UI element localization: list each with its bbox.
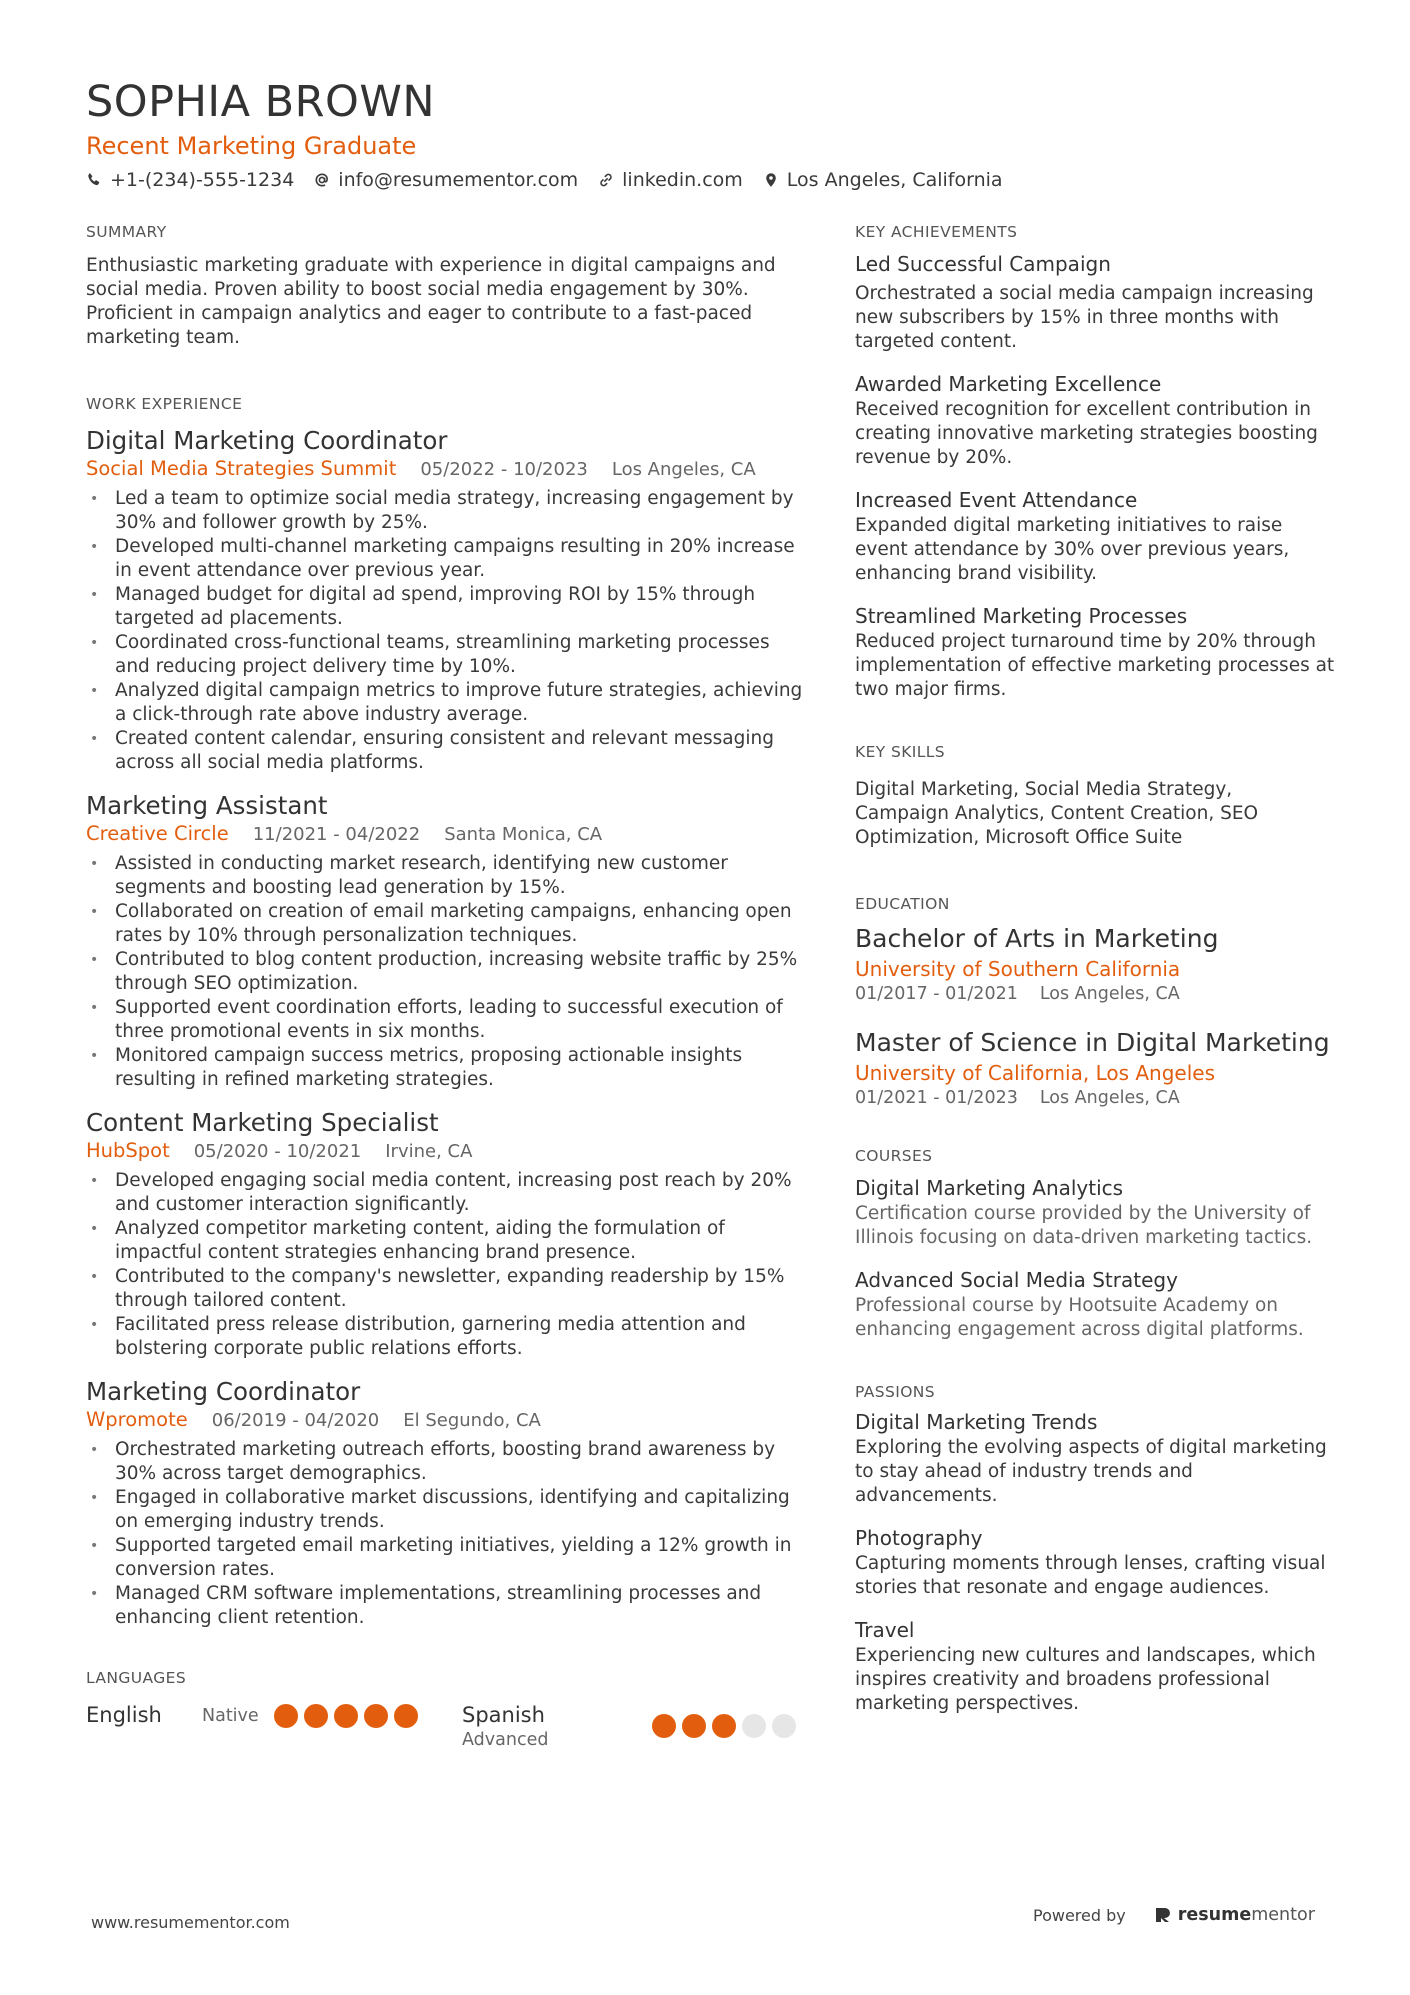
left-column	[86, 220, 806, 1754]
school-name: University of California, Los Angeles	[855, 1061, 1216, 1085]
degree-title: Master of Science in Digital Marketing	[855, 1028, 1330, 1057]
contact-linkedin[interactable]	[598, 164, 743, 196]
passions-section	[855, 1380, 1335, 1716]
languages-row	[86, 1702, 806, 1754]
bullet-item: • Managed budget for digital ad spend, improving ROI by 15% through targeted ad placements.	[90, 584, 756, 629]
section-title-languages: LANGUAGES	[86, 1669, 187, 1687]
education-location: Los Angeles, CA	[1039, 984, 1180, 1004]
contact-email[interactable]	[314, 164, 578, 196]
language-name: English	[86, 1703, 162, 1727]
passion-desc: Experiencing new cultures and landscapes, which inspires creativity and broadens professional marketing perspectives.	[855, 1645, 1316, 1714]
resumementor-logo-icon	[1154, 1906, 1172, 1924]
job-dates: 05/2020 - 10/2021	[193, 1141, 362, 1162]
course-item	[855, 1266, 1335, 1342]
job-dates: 06/2019 - 04/2020	[211, 1410, 380, 1431]
footer-powered-by[interactable]	[1033, 1905, 1315, 1925]
company-name: Social Media Strategies Summit	[86, 457, 397, 480]
location-text: Los Angeles, California	[786, 169, 1003, 191]
phone-text: +1-(234)-555-1234	[110, 169, 295, 191]
bullet-item: • Created content calendar, ensuring consistent and relevant messaging across all social media platforms.	[90, 728, 774, 773]
rating-dot-filled	[394, 1704, 418, 1728]
section-title-courses: COURSES	[855, 1147, 933, 1165]
company-name: Creative Circle	[86, 822, 229, 845]
rating-dot-filled	[274, 1704, 298, 1728]
bullet-item: • Orchestrated marketing outreach efforts, boosting brand awareness by 30% across target demographics.	[90, 1439, 776, 1484]
bullet-item: • Coordinated cross-functional teams, streamlining marketing processes and reducing project delivery time by 10%.	[90, 632, 770, 677]
passion-title: Photography	[855, 1526, 983, 1550]
achievement-desc: Expanded digital marketing initiatives to raise event attendance by 30% over previous years, enhancing brand visibility.	[855, 515, 1290, 584]
bullet-item: • Engaged in collaborative market discussions, identifying and capitalizing on emerging industry trends.	[90, 1487, 790, 1532]
achievement-title: Streamlined Marketing Processes	[855, 604, 1188, 628]
company-name: HubSpot	[86, 1139, 170, 1162]
achievement-item	[855, 370, 1335, 470]
bullet-item: • Facilitated press release distribution, garnering media attention and bolstering corporate public relations efforts.	[90, 1314, 746, 1359]
job-meta	[86, 1407, 806, 1434]
passion-item	[855, 1408, 1335, 1508]
rating-dot-empty	[772, 1714, 796, 1738]
email-text: info@resumementor.com	[338, 169, 579, 191]
job-dates: 11/2021 - 04/2022	[252, 824, 421, 845]
passion-item	[855, 1616, 1335, 1716]
brand-bold: resume	[1177, 1905, 1252, 1925]
rating-dot-filled	[712, 1714, 736, 1738]
job-title: Content Marketing Specialist	[86, 1108, 439, 1137]
job-bullets	[86, 1169, 806, 1361]
education-dates: 01/2017 - 01/2021	[855, 984, 1018, 1004]
rating-dot-filled	[682, 1714, 706, 1738]
summary-text: Enthusiastic marketing graduate with experience in digital campaigns and social media. Proven ability to boost social media engagement by 30%. Proficient in campaign analytics and eager to contribute to a fast-paced marketing team.	[86, 255, 776, 348]
language-english	[86, 1702, 162, 1728]
passion-desc: Capturing moments through lenses, crafting visual stories that resonate and engage audiences.	[855, 1553, 1326, 1598]
language-level: Native	[202, 1706, 259, 1726]
job-entry	[86, 1377, 806, 1630]
achievement-item	[855, 602, 1335, 702]
education-item	[855, 922, 1335, 1006]
right-column	[855, 220, 1335, 1716]
achievement-desc: Received recognition for excellent contribution in creating innovative marketing strategies boosting revenue by 20%.	[855, 399, 1318, 468]
section-title-experience: WORK EXPERIENCE	[86, 395, 243, 413]
job-location: Santa Monica, CA	[444, 824, 603, 845]
bullet-item: • Assisted in conducting market research, identifying new customer segments and boosting lead generation by 15%.	[90, 853, 728, 898]
job-location: Irvine, CA	[385, 1141, 473, 1162]
bullet-item: • Supported event coordination efforts, leading to successful execution of three promotional events in six months.	[90, 997, 783, 1042]
bullet-item: • Led a team to optimize social media strategy, increasing engagement by 30% and follower growth by 25%.	[90, 488, 794, 533]
bullet-item: • Contributed to blog content production, increasing website traffic by 25% through SEO optimization.	[90, 949, 798, 994]
job-title: Marketing Coordinator	[86, 1377, 361, 1406]
contact-phone[interactable]	[86, 164, 294, 196]
rating-dot-filled	[334, 1704, 358, 1728]
job-title: Marketing Assistant	[86, 791, 328, 820]
bullet-item: • Developed engaging social media content, increasing post reach by 20% and customer interaction significantly.	[90, 1170, 792, 1215]
courses-section	[855, 1144, 1335, 1342]
brand-light: mentor	[1251, 1905, 1315, 1925]
brand-logo	[1154, 1905, 1315, 1925]
phone-icon	[86, 172, 102, 188]
language-rating-english	[274, 1704, 424, 1728]
bullet-item: • Analyzed competitor marketing content, aiding the formulation of impactful content strategies enhancing brand presence.	[90, 1218, 725, 1263]
at-icon	[314, 172, 330, 188]
footer-website-link[interactable]: www.resumementor.com	[91, 1913, 290, 1932]
link-icon	[598, 172, 614, 188]
rating-dot-filled	[364, 1704, 388, 1728]
section-title-summary: SUMMARY	[86, 223, 167, 241]
rating-dot-empty	[742, 1714, 766, 1738]
education-meta	[855, 1086, 1335, 1110]
achievement-item	[855, 250, 1335, 354]
contact-location	[763, 164, 1003, 196]
achievement-desc: Reduced project turnaround time by 20% through implementation of effective marketing processes at two major firms.	[855, 631, 1335, 700]
section-title-achievements: KEY ACHIEVEMENTS	[855, 223, 1018, 241]
location-pin-icon	[763, 172, 779, 188]
languages-section	[86, 1666, 806, 1754]
section-title-skills: KEY SKILLS	[855, 743, 946, 761]
job-meta	[86, 821, 806, 848]
education-dates: 01/2021 - 01/2023	[855, 1088, 1018, 1108]
contact-bar	[86, 164, 1326, 196]
job-location: Los Angeles, CA	[611, 459, 756, 480]
job-dates: 05/2022 - 10/2023	[420, 459, 588, 480]
course-desc: Certification course provided by the University of Illinois focusing on data-driven marketing tactics.	[855, 1203, 1313, 1248]
passion-desc: Exploring the evolving aspects of digital marketing to stay ahead of industry trends and advancements.	[855, 1437, 1327, 1506]
job-entry	[86, 1108, 806, 1361]
bullet-item: • Supported targeted email marketing initiatives, yielding a 12% growth in conversion rates.	[90, 1535, 792, 1580]
passion-item	[855, 1524, 1335, 1600]
achievement-desc: Orchestrated a social media campaign increasing new subscribers by 15% in three months with targeted content.	[855, 283, 1314, 352]
language-english-level	[202, 1704, 259, 1728]
course-title: Digital Marketing Analytics	[855, 1176, 1124, 1200]
job-title: Digital Marketing Coordinator	[86, 426, 448, 455]
language-name: Spanish	[462, 1703, 545, 1727]
passion-title: Digital Marketing Trends	[855, 1410, 1098, 1434]
school-name: University of Southern California	[855, 957, 1181, 981]
language-rating-spanish	[652, 1714, 802, 1738]
bullet-item: • Analyzed digital campaign metrics to improve future strategies, achieving a click-through rate above industry average.	[90, 680, 803, 725]
company-name: Wpromote	[86, 1408, 188, 1431]
education-item	[855, 1026, 1335, 1110]
candidate-role: Recent Marketing Graduate	[86, 132, 417, 160]
achievement-title: Increased Event Attendance	[855, 488, 1138, 512]
bullet-item: • Monitored campaign success metrics, proposing actionable insights resulting in refined marketing strategies.	[90, 1045, 743, 1090]
language-level: Advanced	[462, 1730, 549, 1750]
course-title: Advanced Social Media Strategy	[855, 1268, 1178, 1292]
language-spanish	[462, 1702, 548, 1752]
job-meta	[86, 456, 806, 483]
bullet-item: • Developed multi-channel marketing campaigns resulting in 20% increase in event attendance over previous year.	[90, 536, 795, 581]
achievement-item	[855, 486, 1335, 586]
section-title-education: EDUCATION	[855, 895, 950, 913]
job-entry	[86, 426, 806, 775]
education-section	[855, 892, 1335, 1110]
job-bullets	[86, 1438, 806, 1630]
course-desc: Professional course by Hootsuite Academy on enhancing engagement across digital platforms.	[855, 1295, 1304, 1340]
job-location: El Segundo, CA	[403, 1410, 541, 1431]
education-meta	[855, 982, 1335, 1006]
rating-dot-filled	[304, 1704, 328, 1728]
experience-section	[86, 392, 806, 1630]
passion-title: Travel	[855, 1618, 915, 1642]
bullet-item: • Contributed to the company's newsletter, expanding readership by 15% through tailored content.	[90, 1266, 785, 1311]
bullet-item: • Managed CRM software implementations, streamlining processes and enhancing client retention.	[90, 1583, 762, 1628]
candidate-name: SOPHIA BROWN	[86, 77, 436, 127]
job-bullets	[86, 852, 806, 1092]
achievements-section	[855, 220, 1335, 702]
summary-section	[86, 220, 806, 350]
bullet-item: • Collaborated on creation of email marketing campaigns, enhancing open rates by 10% through personalization techniques.	[90, 901, 792, 946]
section-title-passions: PASSIONS	[855, 1383, 936, 1401]
skills-section	[855, 740, 1335, 850]
resume-header	[86, 74, 1326, 196]
skills-text: Digital Marketing, Social Media Strategy, Campaign Analytics, Content Creation, SEO Optimization, Microsoft Office Suite	[855, 779, 1259, 848]
job-entry	[86, 791, 806, 1092]
powered-by-label: Powered by	[1033, 1905, 1126, 1925]
achievement-title: Awarded Marketing Excellence	[855, 372, 1162, 396]
degree-title: Bachelor of Arts in Marketing	[855, 924, 1219, 953]
course-item	[855, 1174, 1335, 1250]
job-bullets	[86, 487, 806, 775]
linkedin-text: linkedin.com	[622, 169, 743, 191]
achievement-title: Led Successful Campaign	[855, 252, 1111, 276]
job-meta	[86, 1138, 806, 1165]
rating-dot-filled	[652, 1714, 676, 1738]
education-location: Los Angeles, CA	[1039, 1088, 1180, 1108]
